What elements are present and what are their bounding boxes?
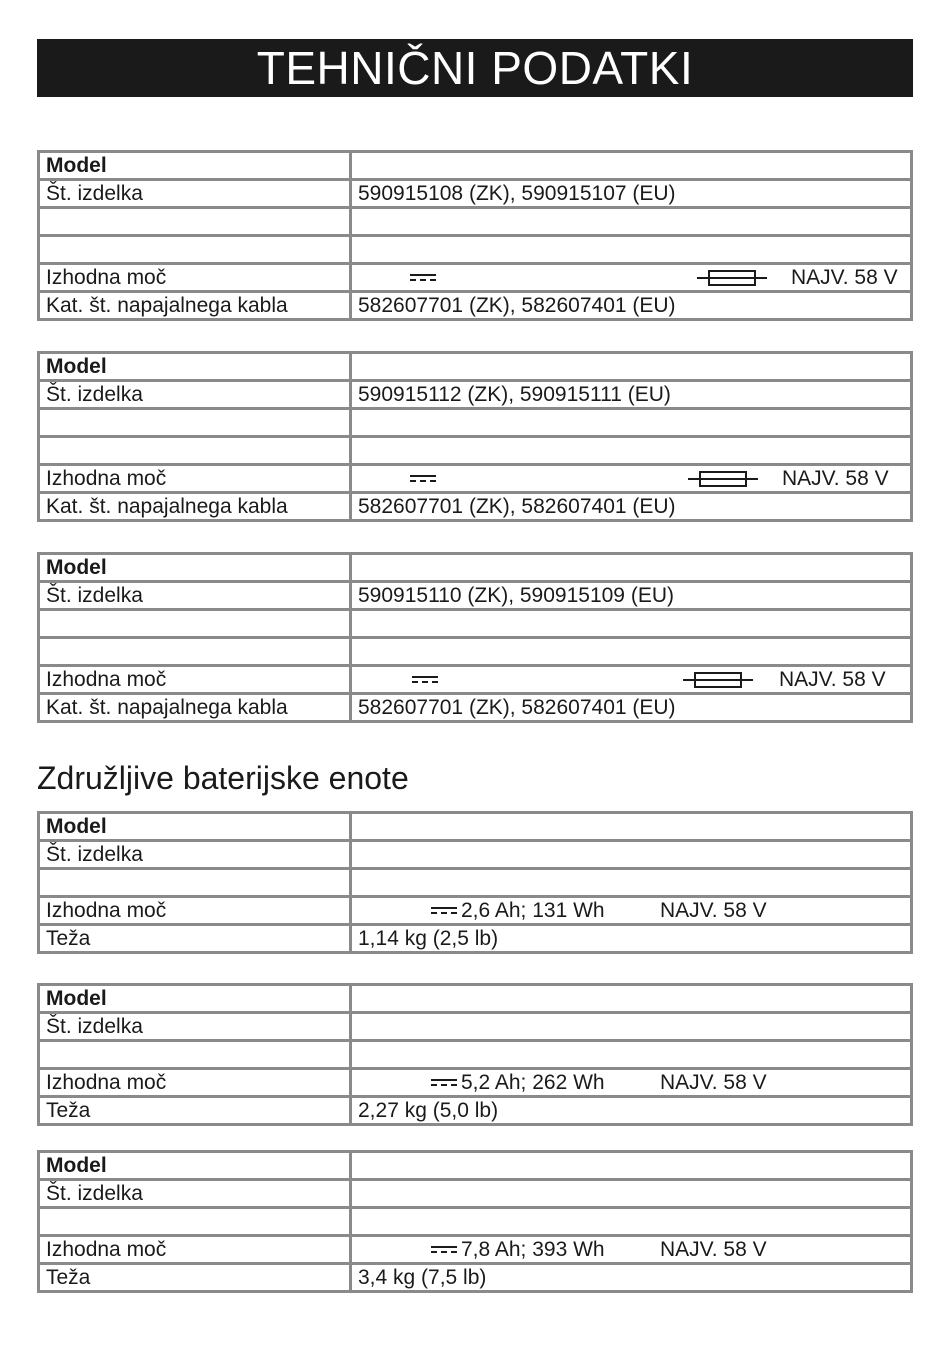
table-row (39, 554, 912, 582)
model-value (351, 1152, 912, 1180)
weight-label: Teža (39, 1264, 351, 1292)
battery-spec-table (37, 1150, 913, 1293)
item-number-label: Št. izdelka (39, 180, 351, 208)
table-row (39, 353, 912, 381)
capacity-value: 2,6 Ah; 131 Wh (461, 899, 605, 922)
max-voltage: NAJV. 58 V (791, 266, 898, 289)
cable-number-label: Kat. št. napajalnega kabla (39, 694, 351, 722)
page-title: TEHNIČNI PODATKI (37, 39, 913, 97)
item-number-label: Št. izdelka (39, 582, 351, 610)
item-number-label: Št. izdelka (39, 1013, 351, 1041)
max-voltage: NAJV. 58 V (660, 899, 767, 922)
fuse-icon (683, 672, 753, 688)
model-value (351, 813, 912, 841)
table-row (39, 1264, 912, 1292)
capacity-value: 5,2 Ah; 262 Wh (461, 1071, 605, 1094)
model-value (351, 985, 912, 1013)
direct-current-icon (410, 473, 436, 485)
output-label: Izhodna moč (39, 1236, 351, 1264)
cable-number-value: 582607701 (ZK), 582607401 (EU) (351, 694, 912, 722)
table-row (39, 152, 912, 180)
empty-row (39, 409, 912, 437)
direct-current-icon (431, 1077, 457, 1089)
output-value (351, 897, 912, 925)
table-row (39, 694, 912, 722)
table-row (39, 1069, 912, 1097)
weight-value: 3,4 kg (7,5 lb) (351, 1264, 912, 1292)
direct-current-icon (431, 1244, 457, 1256)
output-value (351, 1236, 912, 1264)
table-row (39, 1152, 912, 1180)
weight-value: 1,14 kg (2,5 lb) (351, 925, 912, 953)
item-number-value (351, 841, 912, 869)
empty-row (39, 437, 912, 465)
table-row (39, 493, 912, 521)
max-voltage: NAJV. 58 V (779, 668, 886, 691)
output-label: Izhodna moč (39, 1069, 351, 1097)
charger-spec-table (37, 150, 913, 321)
table-row (39, 1180, 912, 1208)
output-label: Izhodna moč (39, 897, 351, 925)
table-row (39, 264, 912, 292)
model-label: Model (39, 1152, 351, 1180)
model-label: Model (39, 353, 351, 381)
empty-row (39, 208, 912, 236)
table-row (39, 985, 912, 1013)
item-number-value (351, 1013, 912, 1041)
table-row (39, 582, 912, 610)
empty-row (39, 1208, 912, 1236)
output-value (351, 465, 912, 493)
table-row (39, 180, 912, 208)
weight-label: Teža (39, 925, 351, 953)
weight-label: Teža (39, 1097, 351, 1125)
cable-number-value: 582607701 (ZK), 582607401 (EU) (351, 292, 912, 320)
charger-spec-table (37, 351, 913, 522)
table-row (39, 1013, 912, 1041)
table-row (39, 1236, 912, 1264)
output-label: Izhodna moč (39, 264, 351, 292)
direct-current-icon (412, 674, 438, 686)
fuse-icon (688, 471, 758, 487)
weight-value: 2,27 kg (5,0 lb) (351, 1097, 912, 1125)
output-value (351, 666, 912, 694)
max-voltage: NAJV. 58 V (660, 1071, 767, 1094)
table-row (39, 813, 912, 841)
table-row (39, 666, 912, 694)
empty-row (39, 638, 912, 666)
output-label: Izhodna moč (39, 666, 351, 694)
battery-spec-table (37, 811, 913, 954)
item-number-value: 590915110 (ZK), 590915109 (EU) (351, 582, 912, 610)
output-label: Izhodna moč (39, 465, 351, 493)
output-value (351, 264, 912, 292)
empty-row (39, 869, 912, 897)
item-number-label: Št. izdelka (39, 381, 351, 409)
model-label: Model (39, 813, 351, 841)
direct-current-icon (431, 905, 457, 917)
table-row (39, 897, 912, 925)
table-row (39, 292, 912, 320)
max-voltage: NAJV. 58 V (660, 1238, 767, 1261)
direct-current-icon (410, 272, 436, 284)
empty-row (39, 610, 912, 638)
model-value (351, 152, 912, 180)
item-number-label: Št. izdelka (39, 841, 351, 869)
empty-row (39, 236, 912, 264)
model-value (351, 353, 912, 381)
table-row (39, 841, 912, 869)
cable-number-label: Kat. št. napajalnega kabla (39, 493, 351, 521)
output-value (351, 1069, 912, 1097)
model-label: Model (39, 152, 351, 180)
charger-spec-table (37, 552, 913, 723)
capacity-value: 7,8 Ah; 393 Wh (461, 1238, 605, 1261)
cable-number-label: Kat. št. napajalnega kabla (39, 292, 351, 320)
compatible-batteries-heading: Združljive baterijske enote (37, 760, 409, 796)
cable-number-value: 582607701 (ZK), 582607401 (EU) (351, 493, 912, 521)
model-value (351, 554, 912, 582)
battery-spec-table (37, 983, 913, 1126)
item-number-value (351, 1180, 912, 1208)
item-number-value: 590915108 (ZK), 590915107 (EU) (351, 180, 912, 208)
table-row (39, 381, 912, 409)
max-voltage: NAJV. 58 V (782, 467, 889, 490)
fuse-icon (697, 270, 767, 286)
item-number-label: Št. izdelka (39, 1180, 351, 1208)
model-label: Model (39, 554, 351, 582)
table-row (39, 925, 912, 953)
empty-row (39, 1041, 912, 1069)
item-number-value: 590915112 (ZK), 590915111 (EU) (351, 381, 912, 409)
model-label: Model (39, 985, 351, 1013)
table-row (39, 465, 912, 493)
table-row (39, 1097, 912, 1125)
